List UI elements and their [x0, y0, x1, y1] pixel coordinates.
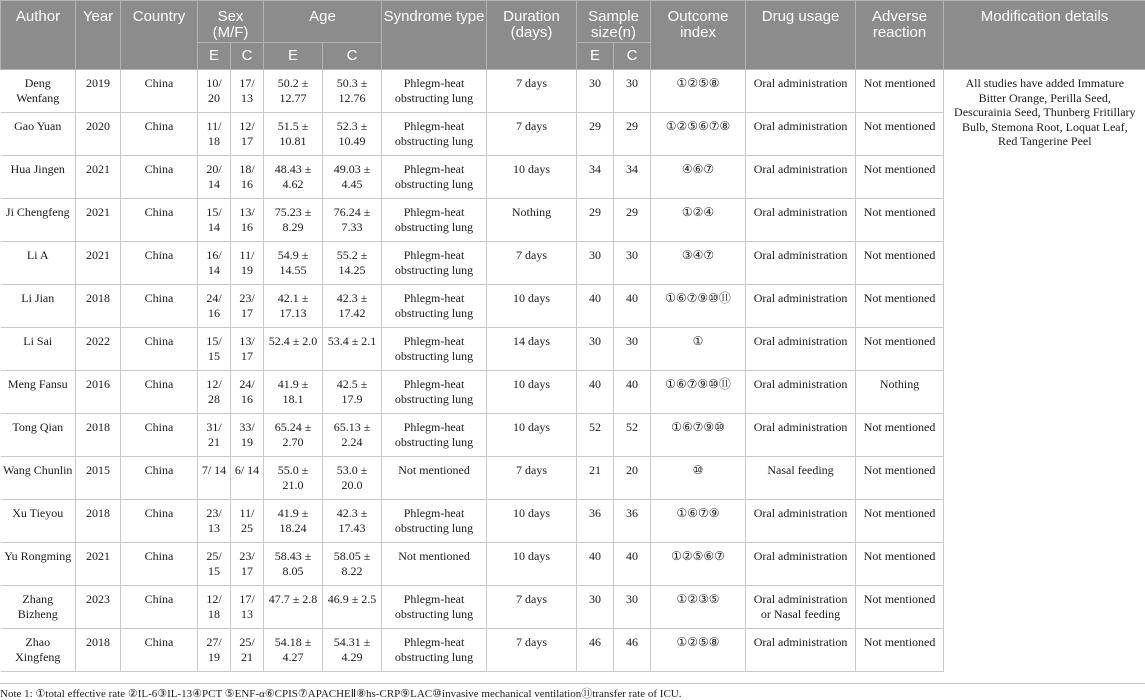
age-e-cell: 42.1 ± 17.13 [264, 285, 323, 328]
duration-cell: 10 days [487, 371, 577, 414]
country-cell: China [121, 629, 198, 672]
sex-c-cell: 33/ 19 [231, 414, 264, 457]
year-cell: 2021 [76, 543, 121, 586]
outcome-cell: ①⑥⑦⑨⑩⑪ [651, 285, 746, 328]
age-e-cell: 65.24 ± 2.70 [264, 414, 323, 457]
sample-e-cell: 52 [577, 414, 614, 457]
sample-e-cell: 29 [577, 113, 614, 156]
syndrome-cell: Phlegm-heat obstructing lung [382, 586, 487, 629]
age-e-cell: 58.43 ± 8.05 [264, 543, 323, 586]
sample-e-cell: 40 [577, 543, 614, 586]
country-cell: China [121, 371, 198, 414]
country-cell: China [121, 199, 198, 242]
age-e-cell: 54.18 ± 4.27 [264, 629, 323, 672]
drug-cell: Oral administration [746, 629, 856, 672]
age-c-cell: 52.3 ± 10.49 [323, 113, 382, 156]
year-cell: 2018 [76, 500, 121, 543]
age-c-cell: 42.5 ± 17.9 [323, 371, 382, 414]
sex-e-cell: 10/ 20 [198, 70, 231, 113]
sample-c-cell: 30 [614, 242, 651, 285]
author-cell: Zhao Xingfeng [1, 629, 76, 672]
drug-cell: Oral administration [746, 543, 856, 586]
age-e-cell: 55.0 ± 21.0 [264, 457, 323, 500]
sex-c-cell: 11/ 19 [231, 242, 264, 285]
age-c-cell: 54.31 ± 4.29 [323, 629, 382, 672]
age-e-cell: 54.9 ± 14.55 [264, 242, 323, 285]
adverse-cell: Not mentioned [856, 285, 944, 328]
author-cell: Gao Yuan [1, 113, 76, 156]
header-age-e: E [264, 43, 323, 70]
sample-e-cell: 21 [577, 457, 614, 500]
sample-e-cell: 40 [577, 285, 614, 328]
age-e-cell: 41.9 ± 18.24 [264, 500, 323, 543]
adverse-cell: Not mentioned [856, 414, 944, 457]
age-c-cell: 58.05 ± 8.22 [323, 543, 382, 586]
adverse-cell: Not mentioned [856, 586, 944, 629]
header-sample-c: C [614, 43, 651, 70]
sample-c-cell: 30 [614, 70, 651, 113]
outcome-cell: ④⑥⑦ [651, 156, 746, 199]
syndrome-cell: Phlegm-heat obstructing lung [382, 371, 487, 414]
syndrome-cell: Phlegm-heat obstructing lung [382, 500, 487, 543]
sample-c-cell: 29 [614, 113, 651, 156]
author-cell: Meng Fansu [1, 371, 76, 414]
sex-e-cell: 23/ 13 [198, 500, 231, 543]
age-c-cell: 50.3 ± 12.76 [323, 70, 382, 113]
sex-e-cell: 7/ 14 [198, 457, 231, 500]
syndrome-cell: Phlegm-heat obstructing lung [382, 113, 487, 156]
adverse-cell: Not mentioned [856, 242, 944, 285]
year-cell: 2019 [76, 70, 121, 113]
year-cell: 2021 [76, 199, 121, 242]
sex-e-cell: 16/ 14 [198, 242, 231, 285]
author-cell: Li Sai [1, 328, 76, 371]
outcome-cell: ①⑥⑦⑨⑩ [651, 414, 746, 457]
outcome-cell: ①②③⑤ [651, 586, 746, 629]
syndrome-cell: Phlegm-heat obstructing lung [382, 199, 487, 242]
year-cell: 2018 [76, 414, 121, 457]
sample-c-cell: 40 [614, 371, 651, 414]
duration-cell: 10 days [487, 156, 577, 199]
age-c-cell: 49.03 ± 4.45 [323, 156, 382, 199]
author-cell: Tong Qian [1, 414, 76, 457]
country-cell: China [121, 543, 198, 586]
duration-cell: 7 days [487, 70, 577, 113]
country-cell: China [121, 328, 198, 371]
sample-e-cell: 30 [577, 328, 614, 371]
adverse-cell: Not mentioned [856, 457, 944, 500]
sex-e-cell: 11/ 18 [198, 113, 231, 156]
syndrome-cell: Phlegm-heat obstructing lung [382, 414, 487, 457]
header-duration: Duration (days) [487, 1, 577, 70]
drug-cell: Oral administration [746, 113, 856, 156]
author-cell: Wang Chunlin [1, 457, 76, 500]
outcome-cell: ①②⑤⑧ [651, 70, 746, 113]
header-syndrome: Syndrome type [382, 1, 487, 70]
adverse-cell: Not mentioned [856, 70, 944, 113]
sample-c-cell: 52 [614, 414, 651, 457]
year-cell: 2016 [76, 371, 121, 414]
sample-c-cell: 30 [614, 328, 651, 371]
age-c-cell: 76.24 ± 7.33 [323, 199, 382, 242]
year-cell: 2021 [76, 156, 121, 199]
author-cell: Li Jian [1, 285, 76, 328]
sex-c-cell: 11/ 25 [231, 500, 264, 543]
sample-c-cell: 34 [614, 156, 651, 199]
country-cell: China [121, 242, 198, 285]
header-sex-e: E [198, 43, 231, 70]
sample-c-cell: 30 [614, 586, 651, 629]
table-body [1, 70, 1145, 672]
adverse-cell: Not mentioned [856, 629, 944, 672]
sex-c-cell: 17/ 13 [231, 70, 264, 113]
sex-e-cell: 15/ 15 [198, 328, 231, 371]
sex-c-cell: 24/ 16 [231, 371, 264, 414]
drug-cell: Oral administration [746, 156, 856, 199]
year-cell: 2021 [76, 242, 121, 285]
sample-e-cell: 40 [577, 371, 614, 414]
outcome-cell: ①⑥⑦⑨⑩⑪ [651, 371, 746, 414]
age-e-cell: 52.4 ± 2.0 [264, 328, 323, 371]
age-e-cell: 47.7 ± 2.8 [264, 586, 323, 629]
table-footnote: Note 1: ①total effective rate ②IL-6③IL-13④PCT ⑤ENF-α⑥CPIS⑦APACHEⅡ⑧hs-CRP⑨LAC⑩invasive mechanical ventilation⑪transfer rate of ICU. [0, 688, 682, 700]
header-drug: Drug usage [746, 1, 856, 70]
author-cell: Yu Rongming [1, 543, 76, 586]
duration-cell: 10 days [487, 500, 577, 543]
adverse-cell: Nothing [856, 371, 944, 414]
sample-e-cell: 30 [577, 586, 614, 629]
sex-e-cell: 12/ 28 [198, 371, 231, 414]
drug-cell: Oral administration [746, 285, 856, 328]
sample-e-cell: 36 [577, 500, 614, 543]
age-c-cell: 42.3 ± 17.43 [323, 500, 382, 543]
adverse-cell: Not mentioned [856, 543, 944, 586]
outcome-cell: ③④⑦ [651, 242, 746, 285]
age-e-cell: 51.5 ± 10.81 [264, 113, 323, 156]
header-sex-c: C [231, 43, 264, 70]
outcome-cell: ① [651, 328, 746, 371]
age-c-cell: 42.3 ± 17.42 [323, 285, 382, 328]
country-cell: China [121, 414, 198, 457]
duration-cell: 7 days [487, 586, 577, 629]
age-c-cell: 53.4 ± 2.1 [323, 328, 382, 371]
syndrome-cell: Phlegm-heat obstructing lung [382, 156, 487, 199]
country-cell: China [121, 500, 198, 543]
sex-e-cell: 27/ 19 [198, 629, 231, 672]
sex-c-cell: 25/ 21 [231, 629, 264, 672]
table-row [1, 70, 1145, 113]
age-e-cell: 75.23 ± 8.29 [264, 199, 323, 242]
sample-e-cell: 46 [577, 629, 614, 672]
header-outcome: Outcome index [651, 1, 746, 70]
duration-cell: 14 days [487, 328, 577, 371]
author-cell: Deng Wenfang [1, 70, 76, 113]
drug-cell: Oral administration or Nasal feeding [746, 586, 856, 629]
year-cell: 2020 [76, 113, 121, 156]
header-age: Age [264, 1, 382, 43]
sample-e-cell: 29 [577, 199, 614, 242]
country-cell: China [121, 70, 198, 113]
outcome-cell: ①⑥⑦⑨ [651, 500, 746, 543]
year-cell: 2023 [76, 586, 121, 629]
age-e-cell: 50.2 ± 12.77 [264, 70, 323, 113]
syndrome-cell: Phlegm-heat obstructing lung [382, 285, 487, 328]
header-year: Year [76, 1, 121, 70]
drug-cell: Oral administration [746, 70, 856, 113]
adverse-cell: Not mentioned [856, 328, 944, 371]
duration-cell: 7 days [487, 113, 577, 156]
sex-c-cell: 6/ 14 [231, 457, 264, 500]
sex-e-cell: 12/ 18 [198, 586, 231, 629]
sex-c-cell: 17/ 13 [231, 586, 264, 629]
author-cell: Hua Jingen [1, 156, 76, 199]
modification-details-cell: All studies have added Immature Bitter Orange, Perilla Seed, Descurainia Seed, Thunberg Fritillary Bulb, Stemona Root, Loquat Leaf, Red Tangerine Peel [944, 70, 1145, 672]
outcome-cell: ①②④ [651, 199, 746, 242]
sample-c-cell: 36 [614, 500, 651, 543]
adverse-cell: Not mentioned [856, 500, 944, 543]
adverse-cell: Not mentioned [856, 156, 944, 199]
header-country: Country [121, 1, 198, 70]
country-cell: China [121, 285, 198, 328]
drug-cell: Oral administration [746, 500, 856, 543]
sex-c-cell: 12/ 17 [231, 113, 264, 156]
duration-cell: 7 days [487, 629, 577, 672]
outcome-cell: ①②⑤⑧ [651, 629, 746, 672]
drug-cell: Oral administration [746, 414, 856, 457]
drug-cell: Oral administration [746, 328, 856, 371]
sample-c-cell: 40 [614, 543, 651, 586]
duration-cell: 7 days [487, 457, 577, 500]
adverse-cell: Not mentioned [856, 113, 944, 156]
age-e-cell: 48.43 ± 4.62 [264, 156, 323, 199]
country-cell: China [121, 586, 198, 629]
country-cell: China [121, 156, 198, 199]
syndrome-cell: Phlegm-heat obstructing lung [382, 328, 487, 371]
duration-cell: Nothing [487, 199, 577, 242]
age-e-cell: 41.9 ± 18.1 [264, 371, 323, 414]
sample-c-cell: 40 [614, 285, 651, 328]
year-cell: 2018 [76, 285, 121, 328]
header-modification: Modification details [944, 1, 1145, 70]
author-cell: Li A [1, 242, 76, 285]
duration-cell: 10 days [487, 285, 577, 328]
header-adverse: Adverse reaction [856, 1, 944, 70]
sex-c-cell: 13/ 16 [231, 199, 264, 242]
drug-cell: Oral administration [746, 242, 856, 285]
syndrome-cell: Not mentioned [382, 543, 487, 586]
header-sample-e: E [577, 43, 614, 70]
duration-cell: 10 days [487, 414, 577, 457]
outcome-cell: ①②⑤⑥⑦ [651, 543, 746, 586]
year-cell: 2015 [76, 457, 121, 500]
syndrome-cell: Not mentioned [382, 457, 487, 500]
age-c-cell: 65.13 ± 2.24 [323, 414, 382, 457]
sex-e-cell: 31/ 21 [198, 414, 231, 457]
header-sex: Sex (M/F) [198, 1, 264, 43]
sample-e-cell: 30 [577, 70, 614, 113]
sample-c-cell: 46 [614, 629, 651, 672]
header-age-c: C [323, 43, 382, 70]
drug-cell: Oral administration [746, 371, 856, 414]
drug-cell: Nasal feeding [746, 457, 856, 500]
country-cell: China [121, 113, 198, 156]
sample-c-cell: 20 [614, 457, 651, 500]
outcome-cell: ①②⑤⑥⑦⑧ [651, 113, 746, 156]
author-cell: Ji Chengfeng [1, 199, 76, 242]
age-c-cell: 46.9 ± 2.5 [323, 586, 382, 629]
sex-c-cell: 23/ 17 [231, 543, 264, 586]
year-cell: 2022 [76, 328, 121, 371]
syndrome-cell: Phlegm-heat obstructing lung [382, 70, 487, 113]
sex-c-cell: 13/ 17 [231, 328, 264, 371]
adverse-cell: Not mentioned [856, 199, 944, 242]
sex-c-cell: 18/ 16 [231, 156, 264, 199]
author-cell: Xu Tieyou [1, 500, 76, 543]
sample-c-cell: 29 [614, 199, 651, 242]
table-bottom-rule [0, 683, 1145, 684]
syndrome-cell: Phlegm-heat obstructing lung [382, 629, 487, 672]
duration-cell: 10 days [487, 543, 577, 586]
drug-cell: Oral administration [746, 199, 856, 242]
sex-e-cell: 15/ 14 [198, 199, 231, 242]
author-cell: Zhang Bizheng [1, 586, 76, 629]
age-c-cell: 53.0 ± 20.0 [323, 457, 382, 500]
country-cell: China [121, 457, 198, 500]
header-sample: Sample size(n) [577, 1, 651, 43]
sex-e-cell: 20/ 14 [198, 156, 231, 199]
header-author: Author [1, 1, 76, 70]
outcome-cell: ⑩ [651, 457, 746, 500]
sex-e-cell: 24/ 16 [198, 285, 231, 328]
year-cell: 2018 [76, 629, 121, 672]
age-c-cell: 55.2 ± 14.25 [323, 242, 382, 285]
sex-e-cell: 25/ 15 [198, 543, 231, 586]
duration-cell: 7 days [487, 242, 577, 285]
sample-e-cell: 30 [577, 242, 614, 285]
syndrome-cell: Phlegm-heat obstructing lung [382, 242, 487, 285]
sex-c-cell: 23/ 17 [231, 285, 264, 328]
sample-e-cell: 34 [577, 156, 614, 199]
